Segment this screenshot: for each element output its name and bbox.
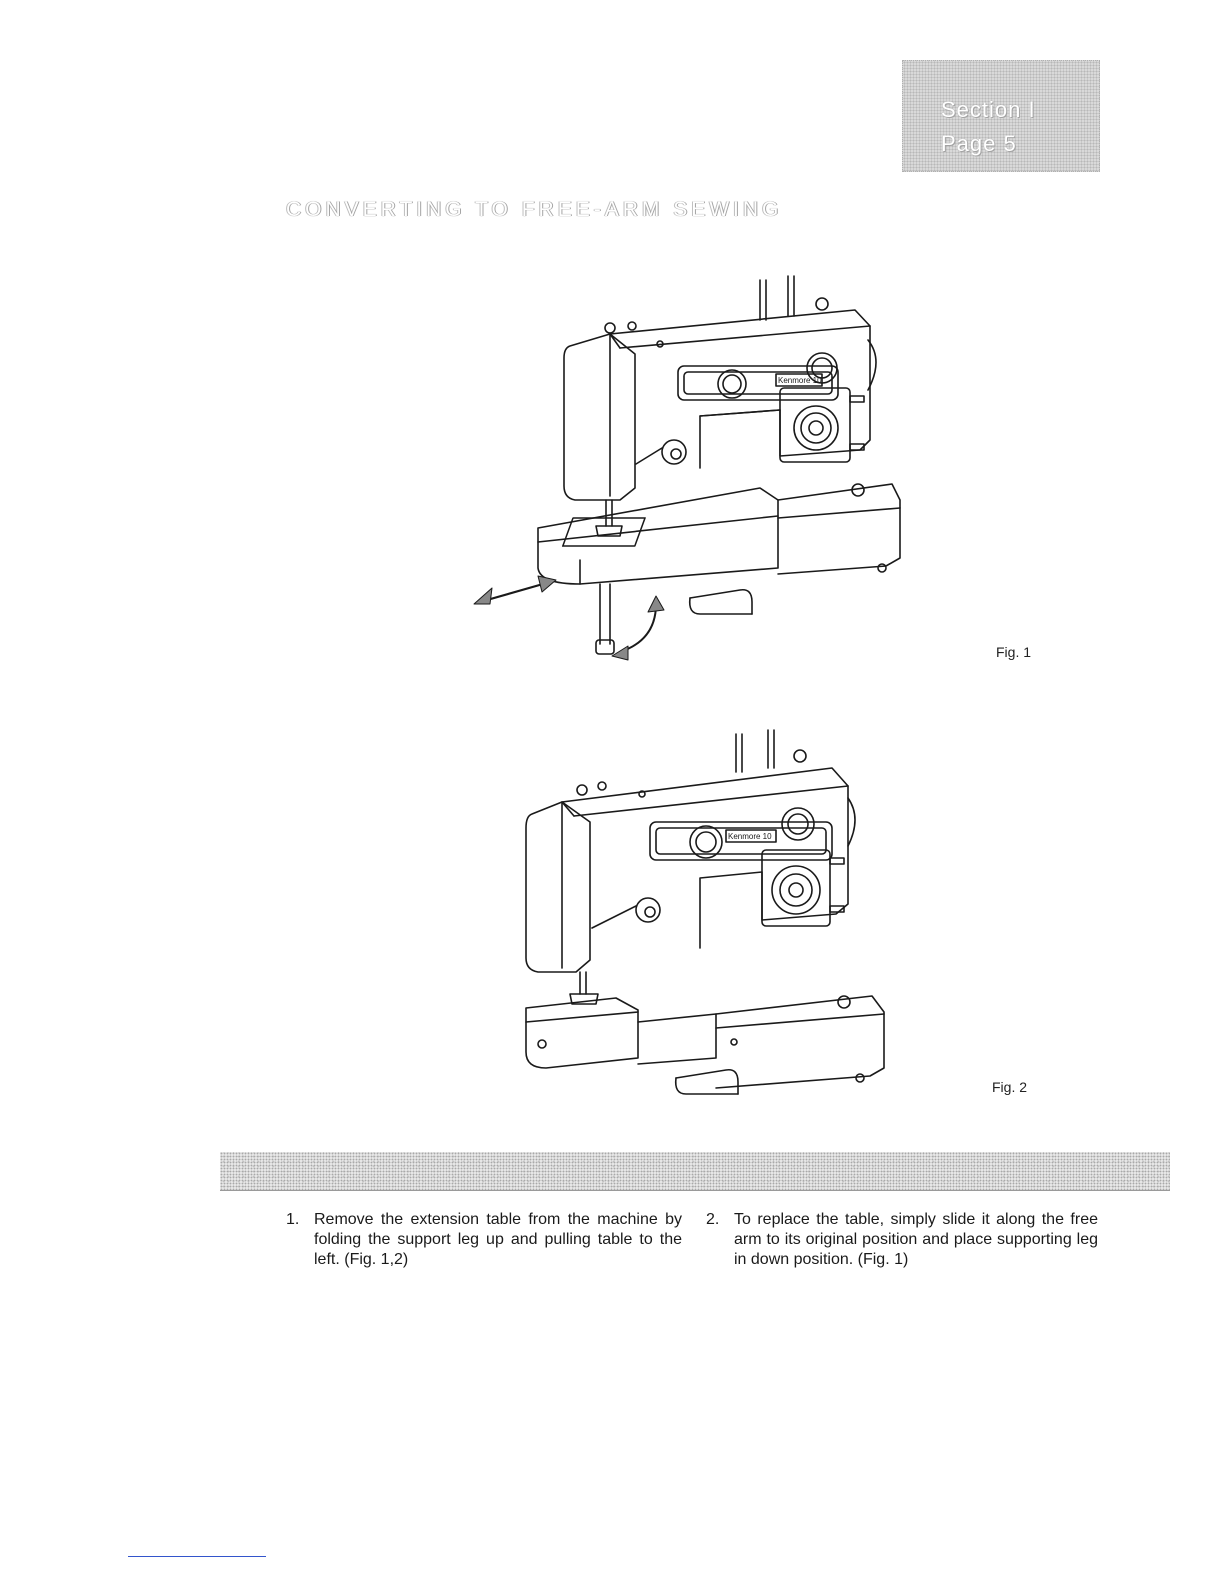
page-title: CONVERTING TO FREE-ARM SEWING <box>286 198 783 221</box>
step-number: 2. <box>706 1211 720 1228</box>
section-page-badge <box>902 60 1100 172</box>
step-text: To replace the table, simply slide it along the free arm to its original position and place supporting leg in down position. (Fig. 1) <box>734 1211 1098 1268</box>
section-divider-band <box>220 1152 1170 1191</box>
figure-1-machine-with-table <box>460 268 920 668</box>
page-label: Page 5 <box>941 131 1017 156</box>
footer-rule <box>128 1556 266 1557</box>
figure-2-free-arm-machine <box>500 722 900 1102</box>
step-number: 1. <box>286 1211 300 1228</box>
brand-label-fig1: Kenmore 10 <box>778 376 822 385</box>
section-label: Section I <box>941 97 1036 122</box>
step-text: Remove the extension table from the machine by folding the support leg up and pulling table to the left. (Fig. 1,2) <box>314 1211 682 1268</box>
figure-1-caption: Fig. 1 <box>996 644 1032 660</box>
figure-2-caption: Fig. 2 <box>992 1079 1028 1095</box>
brand-label-fig2: Kenmore 10 <box>728 832 772 841</box>
